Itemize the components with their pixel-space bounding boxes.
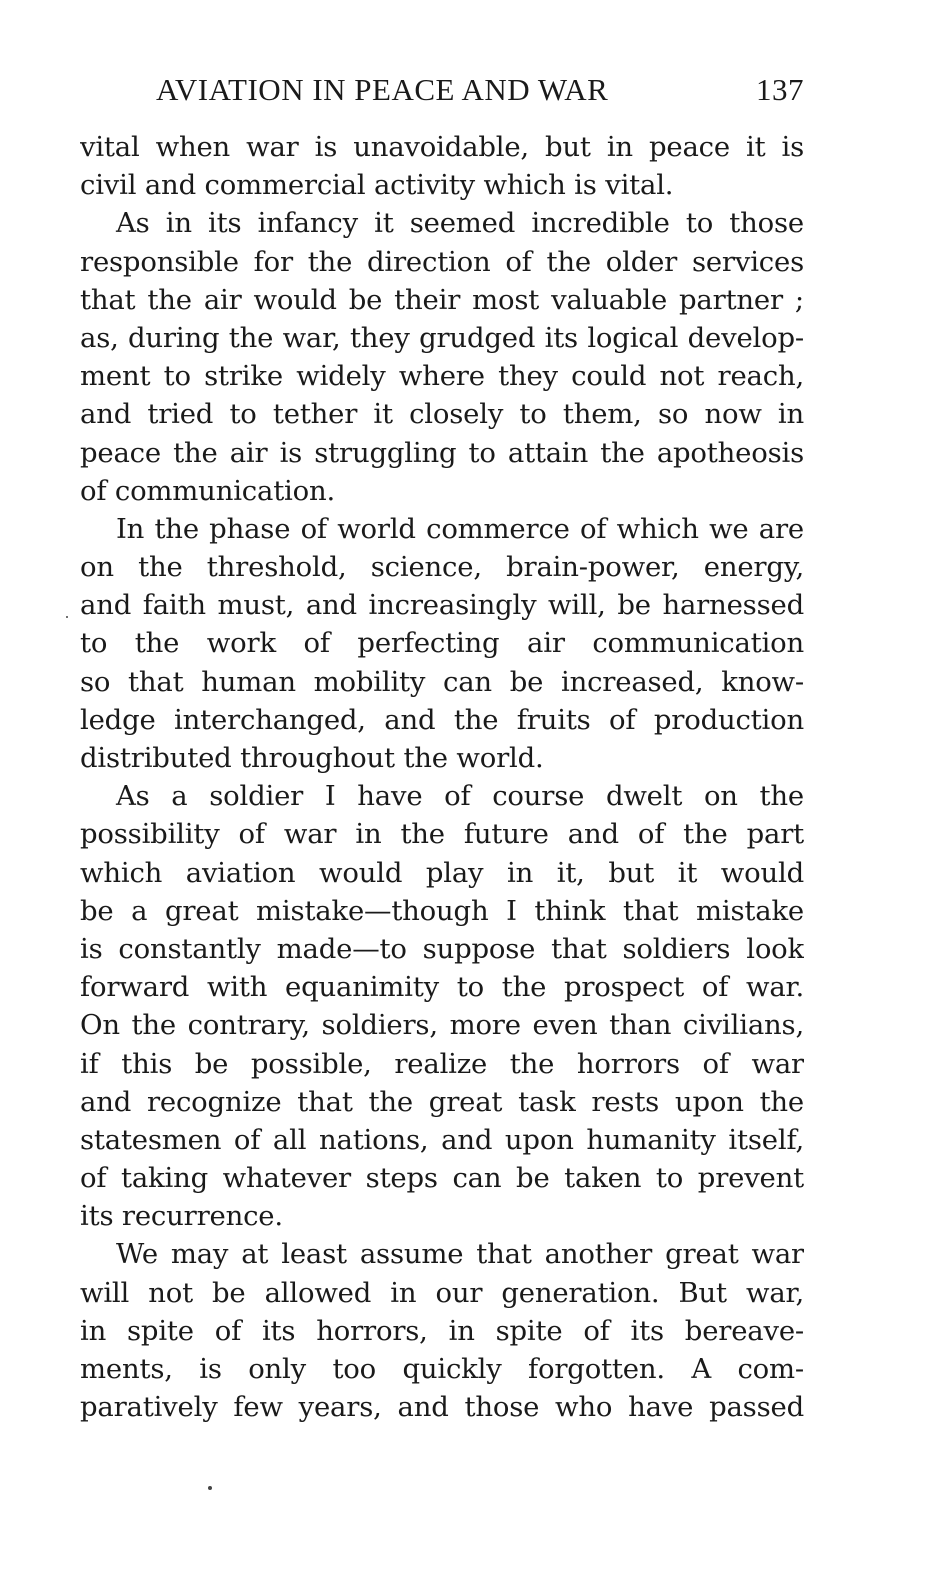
text-line: be a great mistake—though I think that mistake: [80, 894, 804, 927]
text-line: ment to strike widely where they could not reach,: [80, 360, 804, 393]
text-line: so that human mobility can be increased, know-: [80, 665, 804, 698]
page-number: 137: [756, 72, 804, 107]
running-head: [80, 72, 804, 116]
text-line: forward with equanimity to the prospect of war.: [80, 971, 804, 1004]
text-line: civil and commercial activity which is vital.: [80, 169, 674, 202]
text-line: distributed throughout the world.: [80, 742, 544, 774]
text-line: peace the air is struggling to attain the apotheosis: [80, 436, 804, 469]
text-line: and recognize that the great task rests upon the: [80, 1085, 804, 1118]
text-line: responsible for the direction of the older services: [80, 245, 804, 278]
text-line: vital when war is unavoidable, but in peace it is: [80, 131, 804, 163]
text-line: As a soldier I have of course dwelt on the: [116, 780, 804, 813]
text-line: as, during the war, they grudged its logical develop-: [80, 321, 804, 354]
text-line: In the phase of world commerce of which we are: [116, 512, 804, 545]
text-line: On the contrary, soldiers, more even than civilians,: [80, 1009, 804, 1042]
text-line: statesmen of all nations, and upon humanity itself,: [80, 1123, 804, 1156]
text-line: its recurrence.: [80, 1200, 283, 1233]
text-line: and faith must, and increasingly will, be harnessed: [80, 589, 804, 622]
text-line: and tried to tether it closely to them, so now in: [80, 398, 804, 431]
text-line: will not be allowed in our generation. But war,: [80, 1276, 804, 1309]
text-line: possibility of war in the future and of the part: [80, 818, 804, 851]
stray-ink-mark: [208, 1486, 212, 1490]
text-line: We may at least assume that another great war: [116, 1238, 804, 1271]
text-line: is constantly made—to suppose that soldiers look: [80, 932, 804, 965]
body-text: [80, 128, 804, 1426]
text-line: which aviation would play in it, but it would: [80, 856, 804, 889]
text-line: of communication.: [80, 474, 336, 507]
text-line: of taking whatever steps can be taken to prevent: [80, 1162, 804, 1195]
text-line: if this be possible, realize the horrors of war: [80, 1047, 804, 1080]
stray-ink-mark: [66, 616, 68, 618]
text-line: that the air would be their most valuable partner ;: [80, 283, 804, 316]
text-line: ledge interchanged, and the fruits of production: [80, 703, 804, 736]
text-line: paratively few years, and those who have passed: [80, 1391, 804, 1424]
text-line: As in its infancy it seemed incredible to those: [116, 207, 804, 240]
running-head-title: AVIATION IN PEACE AND WAR: [156, 72, 609, 107]
text-line: ments, is only too quickly forgotten. A com-: [80, 1353, 804, 1385]
text-line: to the work of perfecting air communication: [80, 627, 804, 660]
text-line: in spite of its horrors, in spite of its bereave-: [80, 1314, 804, 1347]
text-line: on the threshold, science, brain-power, energy,: [80, 551, 804, 584]
